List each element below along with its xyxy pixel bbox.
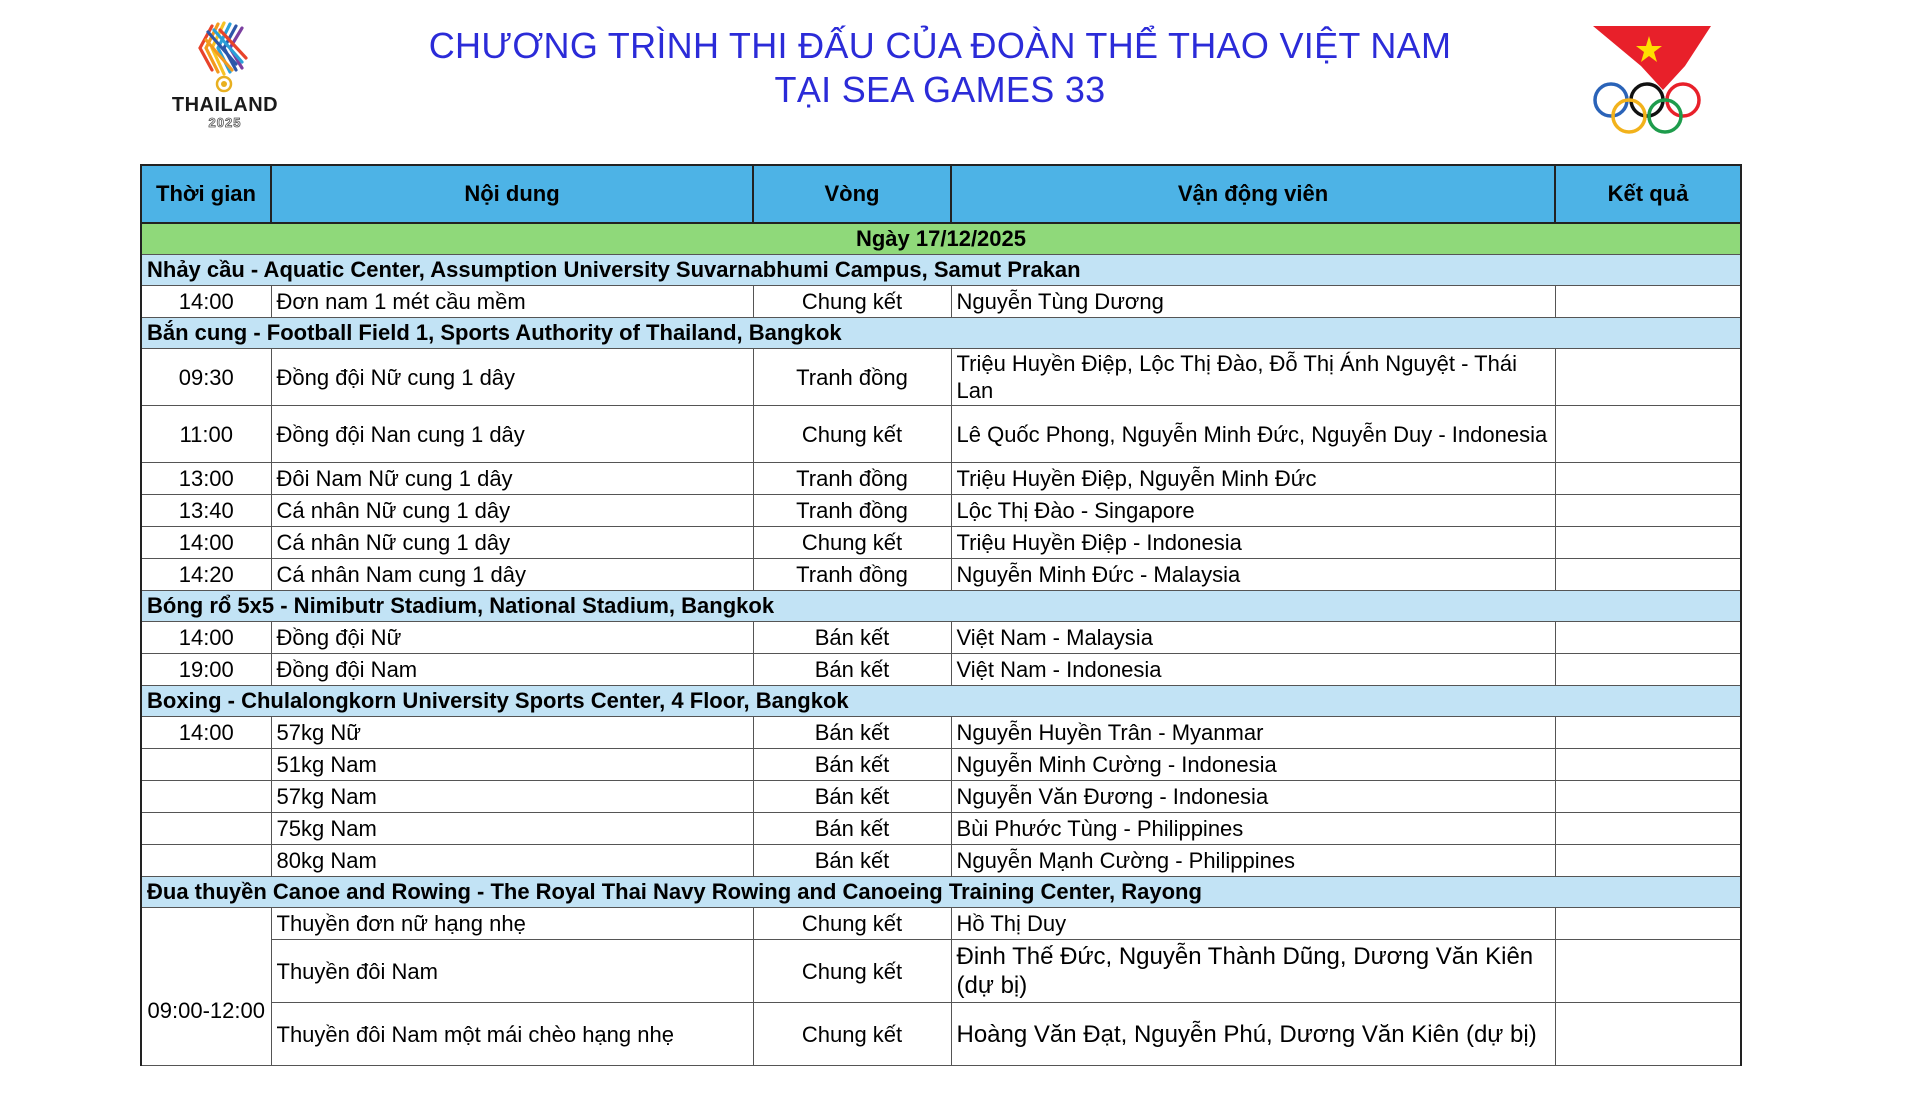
time-cell (141, 781, 271, 813)
column-header-athletes: Vận động viên (951, 165, 1555, 223)
venue-row (141, 318, 1741, 349)
athletes-cell: Nguyễn Tùng Dương (951, 286, 1555, 318)
table-row (141, 845, 1741, 877)
event-cell: 51kg Nam (271, 749, 753, 781)
time-cell (141, 813, 271, 845)
event-cell: Cá nhân Nữ cung 1 dây (271, 527, 753, 559)
time-cell: 11:00 (141, 406, 271, 463)
event-cell: Thuyền đôi Nam (271, 940, 753, 1003)
athletes-cell: Lộc Thị Đào - Singapore (951, 495, 1555, 527)
title-line-2: TẠI SEA GAMES 33 (774, 69, 1106, 110)
table-row (141, 654, 1741, 686)
result-cell (1555, 406, 1741, 463)
table-row (141, 908, 1741, 940)
event-cell: Đôi Nam Nữ cung 1 dây (271, 463, 753, 495)
title-line-1: CHƯƠNG TRÌNH THI ĐẤU CỦA ĐOÀN THỂ THAO VIỆT NAM (428, 25, 1452, 66)
result-cell (1555, 654, 1741, 686)
table-row (141, 286, 1741, 318)
time-cell (141, 749, 271, 781)
athletes-cell: Nguyễn Văn Đương - Indonesia (951, 781, 1555, 813)
round-cell: Bán kết (753, 845, 951, 877)
venue-archery: Bắn cung - Football Field 1, Sports Authority of Thailand, Bangkok (141, 318, 1741, 349)
result-cell (1555, 940, 1741, 1003)
table-row (141, 749, 1741, 781)
logo-year: 2025 (208, 115, 242, 130)
column-header-event: Nội dung (271, 165, 753, 223)
table-row (141, 1003, 1741, 1066)
round-cell: Tranh đồng (753, 559, 951, 591)
result-cell (1555, 349, 1741, 406)
table-row (141, 559, 1741, 591)
result-cell (1555, 1003, 1741, 1066)
athletes-cell: Đinh Thế Đức, Nguyễn Thành Dũng, Dương Văn Kiên (dự bị) (951, 940, 1555, 1003)
athletes-cell: Nguyễn Minh Đức - Malaysia (951, 559, 1555, 591)
event-cell: Đơn nam 1 mét cầu mềm (271, 286, 753, 318)
result-cell (1555, 717, 1741, 749)
round-cell: Chung kết (753, 940, 951, 1003)
athletes-cell: Bùi Phước Tùng - Philippines (951, 813, 1555, 845)
result-cell (1555, 527, 1741, 559)
time-cell: 14:00 (141, 717, 271, 749)
athletes-cell: Việt Nam - Indonesia (951, 654, 1555, 686)
sea-games-emblem-icon (160, 18, 290, 98)
event-cell: Đồng đội Nữ cung 1 dây (271, 349, 753, 406)
event-cell: Thuyền đơn nữ hạng nhẹ (271, 908, 753, 940)
table-row (141, 622, 1741, 654)
event-cell: 57kg Nam (271, 781, 753, 813)
round-cell: Chung kết (753, 908, 951, 940)
time-cell-merged: 09:00-12:00 (141, 908, 271, 1066)
table-row (141, 527, 1741, 559)
date-row (141, 223, 1741, 255)
athletes-cell: Triệu Huyền Điệp, Lộc Thị Đào, Đỗ Thị Ánh Nguyệt - Thái Lan (951, 349, 1555, 406)
athletes-cell: Nguyễn Minh Cường - Indonesia (951, 749, 1555, 781)
column-header-round: Vòng (753, 165, 951, 223)
time-cell: 14:20 (141, 559, 271, 591)
result-cell (1555, 908, 1741, 940)
event-cell: Cá nhân Nữ cung 1 dây (271, 495, 753, 527)
round-cell: Chung kết (753, 406, 951, 463)
venue-rowing: Đua thuyền Canoe and Rowing - The Royal Thai Navy Rowing and Canoeing Training Center, Rayong (141, 877, 1741, 908)
round-cell: Bán kết (753, 749, 951, 781)
table-row (141, 406, 1741, 463)
result-cell (1555, 286, 1741, 318)
time-cell: 14:00 (141, 622, 271, 654)
page-title (300, 24, 1580, 112)
venue-diving: Nhảy cầu - Aquatic Center, Assumption University Suvarnabhumi Campus, Samut Prakan (141, 255, 1741, 286)
column-header-result: Kết quả (1555, 165, 1741, 223)
venue-boxing: Boxing - Chulalongkorn University Sports Center, 4 Floor, Bangkok (141, 686, 1741, 717)
result-cell (1555, 845, 1741, 877)
event-cell: Cá nhân Nam cung 1 dây (271, 559, 753, 591)
time-cell (141, 845, 271, 877)
date-cell: Ngày 17/12/2025 (141, 223, 1741, 255)
venue-row (141, 686, 1741, 717)
table-header-row (141, 165, 1741, 223)
round-cell: Chung kết (753, 527, 951, 559)
athletes-cell: Việt Nam - Malaysia (951, 622, 1555, 654)
sea-games-logo (160, 18, 290, 138)
table-row (141, 495, 1741, 527)
result-cell (1555, 813, 1741, 845)
table-row (141, 813, 1741, 845)
event-cell: 57kg Nữ (271, 717, 753, 749)
result-cell (1555, 781, 1741, 813)
event-cell: 75kg Nam (271, 813, 753, 845)
table-row (141, 349, 1741, 406)
round-cell: Tranh đồng (753, 463, 951, 495)
athletes-cell: Nguyễn Mạnh Cường - Philippines (951, 845, 1555, 877)
event-cell: 80kg Nam (271, 845, 753, 877)
time-cell: 13:40 (141, 495, 271, 527)
venue-row (141, 591, 1741, 622)
venue-row (141, 877, 1741, 908)
result-cell (1555, 622, 1741, 654)
result-cell (1555, 495, 1741, 527)
table-row (141, 940, 1741, 1003)
table-row (141, 463, 1741, 495)
venue-basketball: Bóng rổ 5x5 - Nimibutr Stadium, National Stadium, Bangkok (141, 591, 1741, 622)
round-cell: Chung kết (753, 1003, 951, 1066)
event-cell: Đồng đội Nan cung 1 dây (271, 406, 753, 463)
round-cell: Bán kết (753, 781, 951, 813)
column-header-time: Thời gian (141, 165, 271, 223)
round-cell: Tranh đồng (753, 495, 951, 527)
time-cell: 19:00 (141, 654, 271, 686)
athletes-cell: Nguyễn Huyền Trân - Myanmar (951, 717, 1555, 749)
schedule-table (140, 164, 1742, 1066)
athletes-cell: Triệu Huyền Điệp, Nguyễn Minh Đức (951, 463, 1555, 495)
logo-wordmark: THAILAND (171, 94, 279, 116)
athletes-cell: Triệu Huyền Điệp - Indonesia (951, 527, 1555, 559)
event-cell: Thuyền đôi Nam một mái chèo hạng nhẹ (271, 1003, 753, 1066)
round-cell: Bán kết (753, 622, 951, 654)
round-cell: Bán kết (753, 654, 951, 686)
venue-row (141, 255, 1741, 286)
vietnam-olympic-logo (1585, 22, 1715, 137)
time-cell: 14:00 (141, 286, 271, 318)
event-cell: Đồng đội Nữ (271, 622, 753, 654)
round-cell: Tranh đồng (753, 349, 951, 406)
olympic-rings-flag-icon (1585, 22, 1715, 137)
round-cell: Chung kết (753, 286, 951, 318)
table-row (141, 781, 1741, 813)
event-cell: Đồng đội Nam (271, 654, 753, 686)
result-cell (1555, 559, 1741, 591)
athletes-cell: Lê Quốc Phong, Nguyễn Minh Đức, Nguyễn Duy - Indonesia (951, 406, 1555, 463)
round-cell: Bán kết (753, 813, 951, 845)
time-cell: 13:00 (141, 463, 271, 495)
result-cell (1555, 463, 1741, 495)
result-cell (1555, 749, 1741, 781)
table-row (141, 717, 1741, 749)
time-cell: 14:00 (141, 527, 271, 559)
athletes-cell: Hồ Thị Duy (951, 908, 1555, 940)
athletes-cell: Hoàng Văn Đạt, Nguyễn Phú, Dương Văn Kiên (dự bị) (951, 1003, 1555, 1066)
time-cell: 09:30 (141, 349, 271, 406)
round-cell: Bán kết (753, 717, 951, 749)
